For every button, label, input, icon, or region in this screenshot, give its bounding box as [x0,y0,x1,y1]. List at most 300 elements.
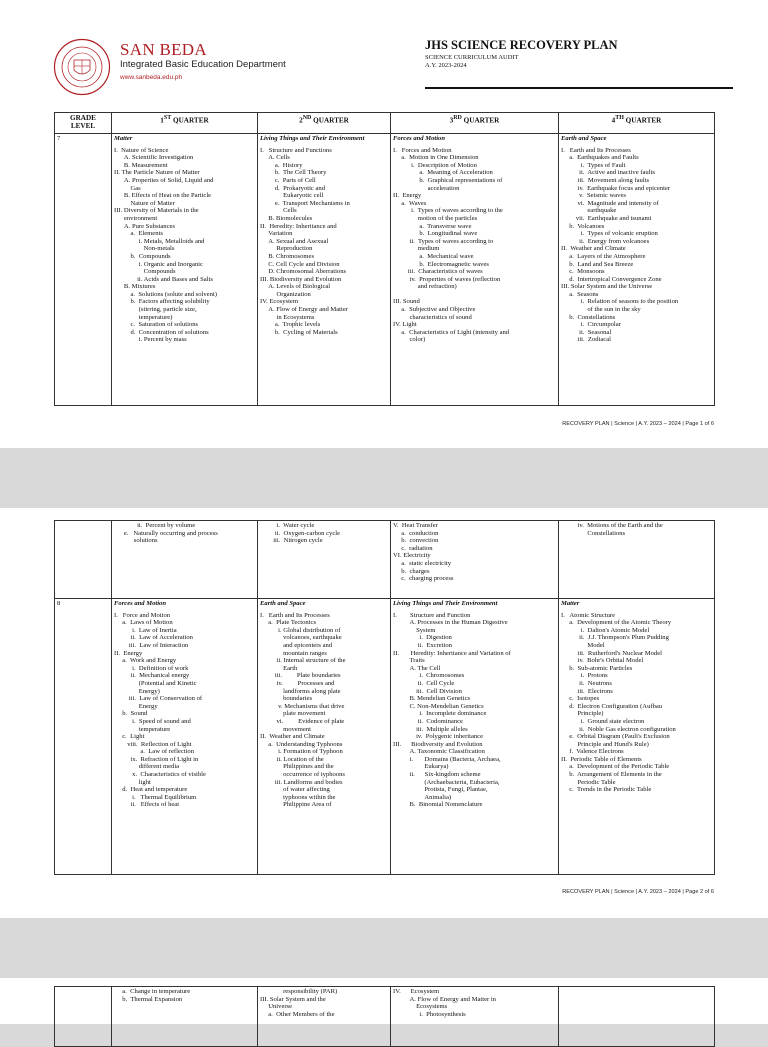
topic-line: IV. Light [393,321,417,329]
topic-line: different media [114,763,180,771]
table-row [55,599,715,875]
topic-line: a. Motion in One Dimension [393,154,479,162]
topic-line: a. History [260,161,303,169]
topic-line: landforms along plate [260,687,341,695]
page-3 [0,978,768,1024]
topic-line: iii. Rutherford's Nuclear Model [561,649,662,657]
curriculum-table-grade8-continued [54,986,715,1047]
topic-line: III. Solar System and the Universe [561,283,653,291]
topic-line: i. Digestion [393,634,452,642]
topic-list [114,988,255,1003]
topic-line: (Archaebacteria, Eubacteria, [393,778,500,786]
topic-line: i. Circumpolar [561,321,621,329]
topic-line: IV. Ecosystem [393,988,440,995]
topic-line: System [393,626,436,634]
quarter-cell [112,599,258,875]
quarter-cell [391,134,559,406]
topic-line: of the sun in the sky [561,306,641,314]
topic-line: temperature) [114,313,173,321]
topic-line: a. Seasons [561,290,599,298]
topic-line: II. The Particle Nature of Matter [114,169,200,177]
topic-line: responsibility (PAR) [260,988,338,995]
quarter-cell [559,599,715,875]
topic-line: vi. Evidence of plate [260,717,345,725]
topic-line: Principle) [561,710,604,718]
topic-line: i. Organic and Inorganic [114,260,203,268]
header-q2: 2ND QUARTER [258,113,391,134]
topic-line: volcanoes, earthquake [260,634,342,642]
topic-line: II. Energy [393,192,422,200]
topic-line: iv. Motions of the Earth and the [561,522,663,529]
topic-line: B. Mendelian Genetics [393,695,471,703]
topic-line: a. Other Members of the [260,1010,335,1018]
topic-line: in Ecosystems [260,313,315,321]
topic-line: ii. Internal structure of the [260,657,346,665]
topic-line: light [114,778,151,786]
page-1 [0,0,768,448]
topic-line: iii. Plate boundaries [260,672,341,680]
topic-line: A. The Cell [393,664,441,672]
topic-list [561,522,712,537]
topic-line: Animalia) [393,793,452,801]
topic-line: A. Flow of Energy and Matter in [393,995,496,1003]
topic-line: ii. Effects of heat [114,801,180,809]
topic-line: b. Sound [114,710,148,718]
subject-label: Forces and Motion [114,600,167,607]
topic-line: Organization [260,290,311,298]
topic-line: C. Non-Mendelian Genetics [393,702,484,710]
topic-line: c. Parts of Cell [260,176,316,184]
topic-line: ii. Location of the [260,755,324,763]
topic-line: i. Domains (Bacteria, Archaea, [393,755,501,763]
quarter-cell [258,521,391,599]
topic-line: b. Compounds [114,252,171,260]
header-grade-level: GRADE LEVEL [55,113,112,134]
topic-line: i. Metals, Metalloids and [114,237,205,245]
topic-line: i. Formation of Typhoon [260,748,343,756]
subject-label: Earth and Space [561,135,607,142]
subject-label: Matter [114,135,133,142]
topic-line: iii. Electrons [561,687,613,695]
topic-line: ii. J.J. Thompson's Plum Pudding [561,634,669,642]
topic-line: iv. Earthquake focus and epicenter [561,184,671,192]
topic-line: b. Graphical representations of [393,176,503,184]
topic-line: f. Valence Electrons [561,748,624,756]
topic-line: II. Energy [114,649,143,657]
topic-line: iv. Bohr's Orbital Model [561,657,644,665]
curriculum-table-grade7 [54,112,715,406]
topic-line: ii. Acids and Bases and Salts [114,275,213,283]
topic-line: I. Atomic Structure [561,611,616,619]
page-footer: RECOVERY PLAN | Science | A.Y. 2023 – 2024 | Page 2 of 6 [562,889,714,895]
topic-line: i. Relation of seasons to the position [561,298,679,306]
grade-level-cell [55,521,112,599]
topic-line: iii. Law of Interaction [114,641,189,649]
document-header [53,38,713,98]
topic-line: I. Earth and Its Processes [260,611,330,619]
topic-line: i. Water cycle [260,522,315,529]
topic-line: color) [393,336,426,344]
topic-line: b. Thermal Expansion [114,995,183,1003]
topic-line: III. Solar System and the [260,995,326,1003]
topic-line: x. Characteristics of visible [114,771,206,779]
topic-line: iii. Cell Division [393,687,462,695]
topic-line: II. Heredity: Inheritance and Variation of [393,649,511,657]
subject-label: Earth and Space [260,600,306,607]
topic-line: and refraction) [393,283,457,291]
topic-line: B. Chromosomes [260,252,315,260]
topic-line: ii. Types of waves according to [393,237,494,245]
topic-list [561,147,712,344]
quarter-cell [112,987,258,1047]
topic-line: Philippines and the [260,763,334,771]
topic-line: i. Photosynthesis [393,1010,466,1018]
topic-line: III. Biodiversity and Evolution [393,740,483,748]
topic-line: a. Layers of the Atmosphere [561,252,646,260]
topic-line: mountain ranges [260,649,327,657]
topic-line: iv. Processes and [260,679,335,687]
topic-line: A. Processes in the Human Digestive [393,619,508,627]
topic-line: iii. Multiple alleles [393,725,468,733]
topic-line: b. Volcanoes [561,222,605,230]
topic-line: Eukaryotic cell [260,192,324,200]
topic-line: d. Prokaryotic and [260,184,326,192]
table-row [55,521,715,599]
topic-line: temperature [114,725,171,733]
topic-list [114,147,255,344]
topic-line: III. Sound [393,298,420,306]
topic-line: environment [114,214,158,222]
topic-line: Philippine Area of [260,801,332,809]
topic-line: a. Characteristics of Light (intensity and [393,328,510,336]
topic-line: b. Factors affecting solubility [114,298,210,306]
topic-line: Traits [393,657,425,665]
topic-line: a. Trophic levels [260,321,321,329]
topic-line: II. Weather and Climate [561,245,626,253]
topic-list [114,522,255,545]
topic-list [260,612,388,809]
topic-line: i. Types of volcanic eruption [561,230,658,238]
topic-line: plate movement [260,710,326,718]
topic-line: d. Intertropical Convergence Zone [561,275,662,283]
topic-line: ii. Active and inactive faults [561,169,655,177]
topic-line: a. Transverse wave [393,222,472,230]
topic-line: ii. Codominance [393,717,463,725]
topic-line: a. Solutions (solute and solvent) [114,290,217,298]
topic-line: ii. Energy from volcanoes [561,237,650,245]
topic-list [260,522,388,545]
quarter-cell [258,599,391,875]
topic-line: iv. Polygenic inheritance [393,733,484,741]
quarter-cell [258,987,391,1047]
topic-line: B. Measurement [114,161,168,169]
topic-line: I. Force and Motion [114,611,171,619]
topic-line: Variation [260,230,293,238]
topic-line: Model [561,641,605,649]
topic-line: i. Law of Inertia [114,626,177,634]
quarter-cell [112,134,258,406]
topic-line: Energy) [114,687,160,695]
topic-line: III. Diversity of Materials in the [114,207,199,215]
topic-line: c. Isotopes [561,695,600,703]
topic-line: C. Cell Cycle and Division [260,260,340,268]
topic-line: movement [260,725,311,733]
topic-line: iii. Law of Conservation of [114,695,203,703]
quarter-cell [559,521,715,599]
topic-line: boundaries [260,695,313,703]
topic-line: Gas [114,184,141,192]
quarter-cell [391,521,559,599]
academic-year: A.Y. 2023-2024 [425,62,467,69]
topic-line: i. Definition of work [114,664,189,672]
topic-line: (stirring, particle size, [114,306,197,314]
header-q3: 3RD QUARTER [391,113,559,134]
topic-line: B. Effects of Heat on the Particle [114,192,212,200]
topic-line: I. Nature of Science [114,146,169,154]
quarter-cell [559,987,715,1047]
quarter-cell [112,521,258,599]
topic-line: b. Arrangement of Elements in the [561,771,662,779]
topic-list [260,988,388,1018]
topic-line: i. Types of Fault [561,161,626,169]
topic-line: i. Types of waves according to the [393,207,503,215]
topic-line: a. Mechanical wave [393,252,474,260]
topic-line: ii. Cell Cycle [393,679,455,687]
topic-line: a. Development of the Periodic Table [561,763,670,771]
topic-line: typhoons within the [260,793,336,801]
grade-level-cell: 8 [55,599,112,875]
topic-line: viii. Reflection of Light [114,740,192,748]
topic-line: ii. Neutrons [561,679,612,687]
topic-line: D. Chromosomal Aberrations [260,268,347,276]
topic-line: iii. Movement along faults [561,176,650,184]
school-name: SAN BEDA [120,40,207,59]
topic-line: (Potential and Kinetic [114,679,197,687]
topic-line: b. The Cell Theory [260,169,327,177]
school-seal-logo [53,38,111,96]
topic-line: a. Understanding Typhoons [260,740,343,748]
topic-line: a. Laws of Motion [114,619,173,627]
document-subtitle: SCIENCE CURRICULUM AUDIT [425,54,519,61]
topic-line: Cells [260,207,297,215]
topic-line: i. Thermal Equilibrium [114,793,197,801]
topic-line: a. static electricity [393,559,452,567]
topic-line: B. Biomolecules [260,214,313,222]
topic-line: v. Seismic waves [561,192,626,200]
topic-line: occurrence of typhoons [260,771,345,779]
header-q1: 1ST QUARTER [112,113,258,134]
topic-line: i. Percent by mass [114,336,187,344]
topic-line: I. Forces and Motion [393,146,452,154]
topic-line: c. radiation [393,544,433,552]
topic-line: Protista, Fungi, Plantae, [393,786,488,794]
document-title: JHS SCIENCE RECOVERY PLAN [425,38,618,52]
header-q4: 4TH QUARTER [559,113,715,134]
topic-line: Eukarya) [393,763,449,771]
topic-line: i. Global distribution of [260,626,341,634]
topic-line: Principle and Hund's Rule) [561,740,649,748]
school-website: www.sanbeda.edu.ph [120,74,183,81]
topic-line: A. Sexual and Asexual [260,237,329,245]
topic-line: iii. Nitrogen cycle [260,537,323,545]
topic-line: a. Development of the Atomic Theory [561,619,672,627]
quarter-cell [559,134,715,406]
topic-line: Ecosystems [393,1003,448,1011]
topic-line: a. Law of reflection [114,748,195,756]
topic-line: A. Properties of Solid, Liquid and [114,176,214,184]
topic-line: ii. Percent by volume [114,522,196,529]
topic-line: A. Taxonomic Classification [393,748,485,756]
department-name: Integrated Basic Education Department [120,59,286,70]
topic-line: ix. Refraction of Light in [114,755,199,763]
topic-line: b. Land and Sea Breeze [561,260,634,268]
topic-line: i. Ground state electron [561,717,645,725]
topic-line: iii. Characteristics of waves [393,268,483,276]
topic-line: a. Plate Tectonics [260,619,317,627]
topic-list [260,147,388,337]
topic-line: V. Heat Transfer [393,522,438,529]
topic-line: i. Dalton's Atomic Model [561,626,650,634]
topic-line: i. Protons [561,672,608,680]
topic-line: ii. Oxygen-carbon cycle [260,529,341,537]
topic-line: medium [393,245,440,253]
subject-label: Living Things and Their Environment [393,600,498,607]
topic-line: motion of the particles [393,214,478,222]
topic-line: c. Trends in the Periodic Table [561,786,652,794]
topic-line: a. Change in temperature [114,988,191,995]
table-row [55,134,715,406]
topic-line: a. Work and Energy [114,657,177,665]
topic-line: d. Heat and temperature [114,786,188,794]
topic-line: earthquake [561,207,617,215]
topic-line: c. charging process [393,575,454,583]
topic-line: d. Electron Configuration (Aufbau [561,702,663,710]
topic-line: iii. Landforms and bodies [260,778,343,786]
page-2 [0,508,768,918]
quarter-cell [391,599,559,875]
quarter-cell [258,134,391,406]
topic-line: iv. Properties of waves (reflection [393,275,501,283]
topic-line: i. Chromosomes [393,672,465,680]
topic-line: ii. Seasonal [561,328,612,336]
topic-line: b. Sub-atomic Particles [561,664,633,672]
quarter-cell [391,987,559,1047]
topic-line: e. Transport Mechanisms in [260,199,350,207]
topic-line: a. conduction [393,529,439,537]
topic-line: a. Elements [114,230,163,238]
topic-line: a. Meaning of Acceleration [393,169,493,177]
page-footer: RECOVERY PLAN | Science | A.Y. 2023 – 2024 | Page 1 of 6 [562,421,714,427]
topic-line: of water affecting [260,786,330,794]
topic-line: A. Scientific Investigation [114,154,194,162]
topic-line: a. Earthquakes and Faults [561,154,639,162]
topic-line: c. Monsoons [561,268,605,276]
topic-line: ii. Law of Acceleration [114,634,193,642]
topic-line: A. Flow of Energy and Matter [260,306,348,314]
topic-line: IV. Ecosystem [260,298,298,306]
header-divider [425,87,733,89]
topic-line: a. Subjective and Objective [393,306,476,314]
curriculum-table-grade7-continued [54,520,715,875]
topic-line: Compounds [114,268,176,276]
topic-line: b. convection [393,537,439,545]
topic-line: acceleration [393,184,460,192]
grade-level-cell: 7 [55,134,112,406]
topic-line [393,291,556,299]
topic-line: VI. Electricity [393,552,431,560]
topic-list [393,612,556,809]
topic-line: Earth [260,664,298,672]
topic-line: Reproduction [260,245,313,253]
topic-list [114,612,255,809]
topic-line: I. Structure and Function [393,611,471,619]
topic-line: b. Longitudinal wave [393,230,478,238]
topic-line: i. Speed of sound and [114,717,191,725]
topic-line: Constellations [561,529,626,537]
subject-label: Matter [561,600,580,607]
topic-line: b. Constellations [561,313,616,321]
subject-label: Living Things and Their Environment [260,135,365,142]
topic-line: i. Incomplete dominance [393,710,487,718]
topic-line: II. Periodic Table of Elements [561,755,642,763]
topic-line: Energy [114,702,158,710]
topic-list [393,522,556,583]
table-row [55,987,715,1047]
topic-line: Periodic Table [561,778,616,786]
topic-line: II. Heredity: Inheritance and [260,222,337,230]
topic-line: characteristics of sound [393,313,472,321]
topic-line: b. charges [393,567,430,575]
topic-line: vi. Magnitude and intensity of [561,199,659,207]
topic-line: ii. Noble Gas electron configuration [561,725,676,733]
topic-line: a. Waves [393,199,427,207]
topic-line: I. Structure and Functions [260,146,332,154]
topic-line: iii. Zodiacal [561,336,611,344]
topic-line: v. Mechanisms that drive [260,702,345,710]
topic-line: ii. Six-kingdom scheme [393,771,481,779]
topic-line: A. Levels of Biological [260,283,331,291]
topic-line: A. Cells [260,154,290,162]
topic-line: b. Cycling of Materials [260,328,338,336]
topic-line: i. Description of Motion [393,161,477,169]
topic-list [561,612,712,794]
topic-line: III. Biodiversity and Evolution [260,275,342,283]
topic-line: b. Electromagnetic waves [393,260,489,268]
topic-list [393,988,556,1018]
topic-line: ii. Mechanical energy [114,672,190,680]
topic-line: and epicenters and [260,641,333,649]
topic-list [393,147,556,344]
topic-line: B. Binomial Nomenclature [393,801,483,809]
subject-label: Forces and Motion [393,135,446,142]
topic-line: Universe [260,1003,293,1011]
grade-level-cell [55,987,112,1047]
topic-line: I. Earth and Its Processes [561,146,631,154]
topic-line: e. Naturally occurring and process [114,529,218,537]
topic-line: solutions [114,537,158,545]
topic-line: c. Saturation of solutions [114,321,199,329]
topic-line: vii. Earthquake and tsunami [561,214,652,222]
topic-line: ii. Excretion [393,641,452,649]
topic-line: c. Light [114,733,145,741]
topic-line: Nature of Matter [114,199,175,207]
topic-line: d. Concentration of solutions [114,328,209,336]
topic-line: II. Weather and Climate [260,733,325,741]
topic-line: Non-metals [114,245,175,253]
topic-line: e. Orbital Diagram (Pauli's Exclusion [561,733,670,741]
topic-line: B. Mixtures [114,283,156,291]
topic-line: A. Pure Substances [114,222,175,230]
